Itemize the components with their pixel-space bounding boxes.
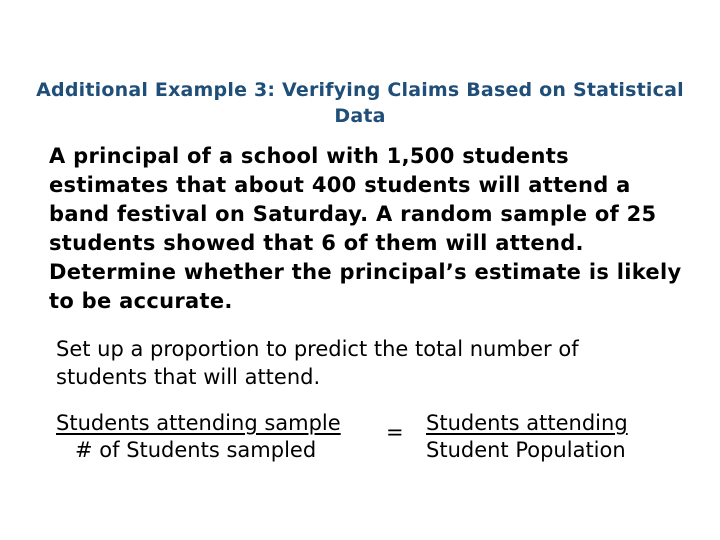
right-fraction-numerator: Students attending (426, 411, 628, 435)
left-fraction-numerator: Students attending sample (56, 411, 341, 435)
right-fraction-denominator: Student Population (426, 438, 626, 462)
problem-statement: A principal of a school with 1,500 students estimates that about 400 students will attend a band festival on Saturday. A random sample of 25 students showed that 6 of them will attend. Determine whether the principal’s estimate is likely to be accurate. (49, 144, 682, 313)
left-fraction-denominator: # of Students sampled (75, 438, 317, 462)
slide-title: Additional Example 3: Verifying Claims Based on Statistical Data (36, 79, 684, 127)
equals-sign: = (386, 420, 404, 444)
setup-instruction: Set up a proportion to predict the total number of students that will attend. (56, 337, 579, 389)
